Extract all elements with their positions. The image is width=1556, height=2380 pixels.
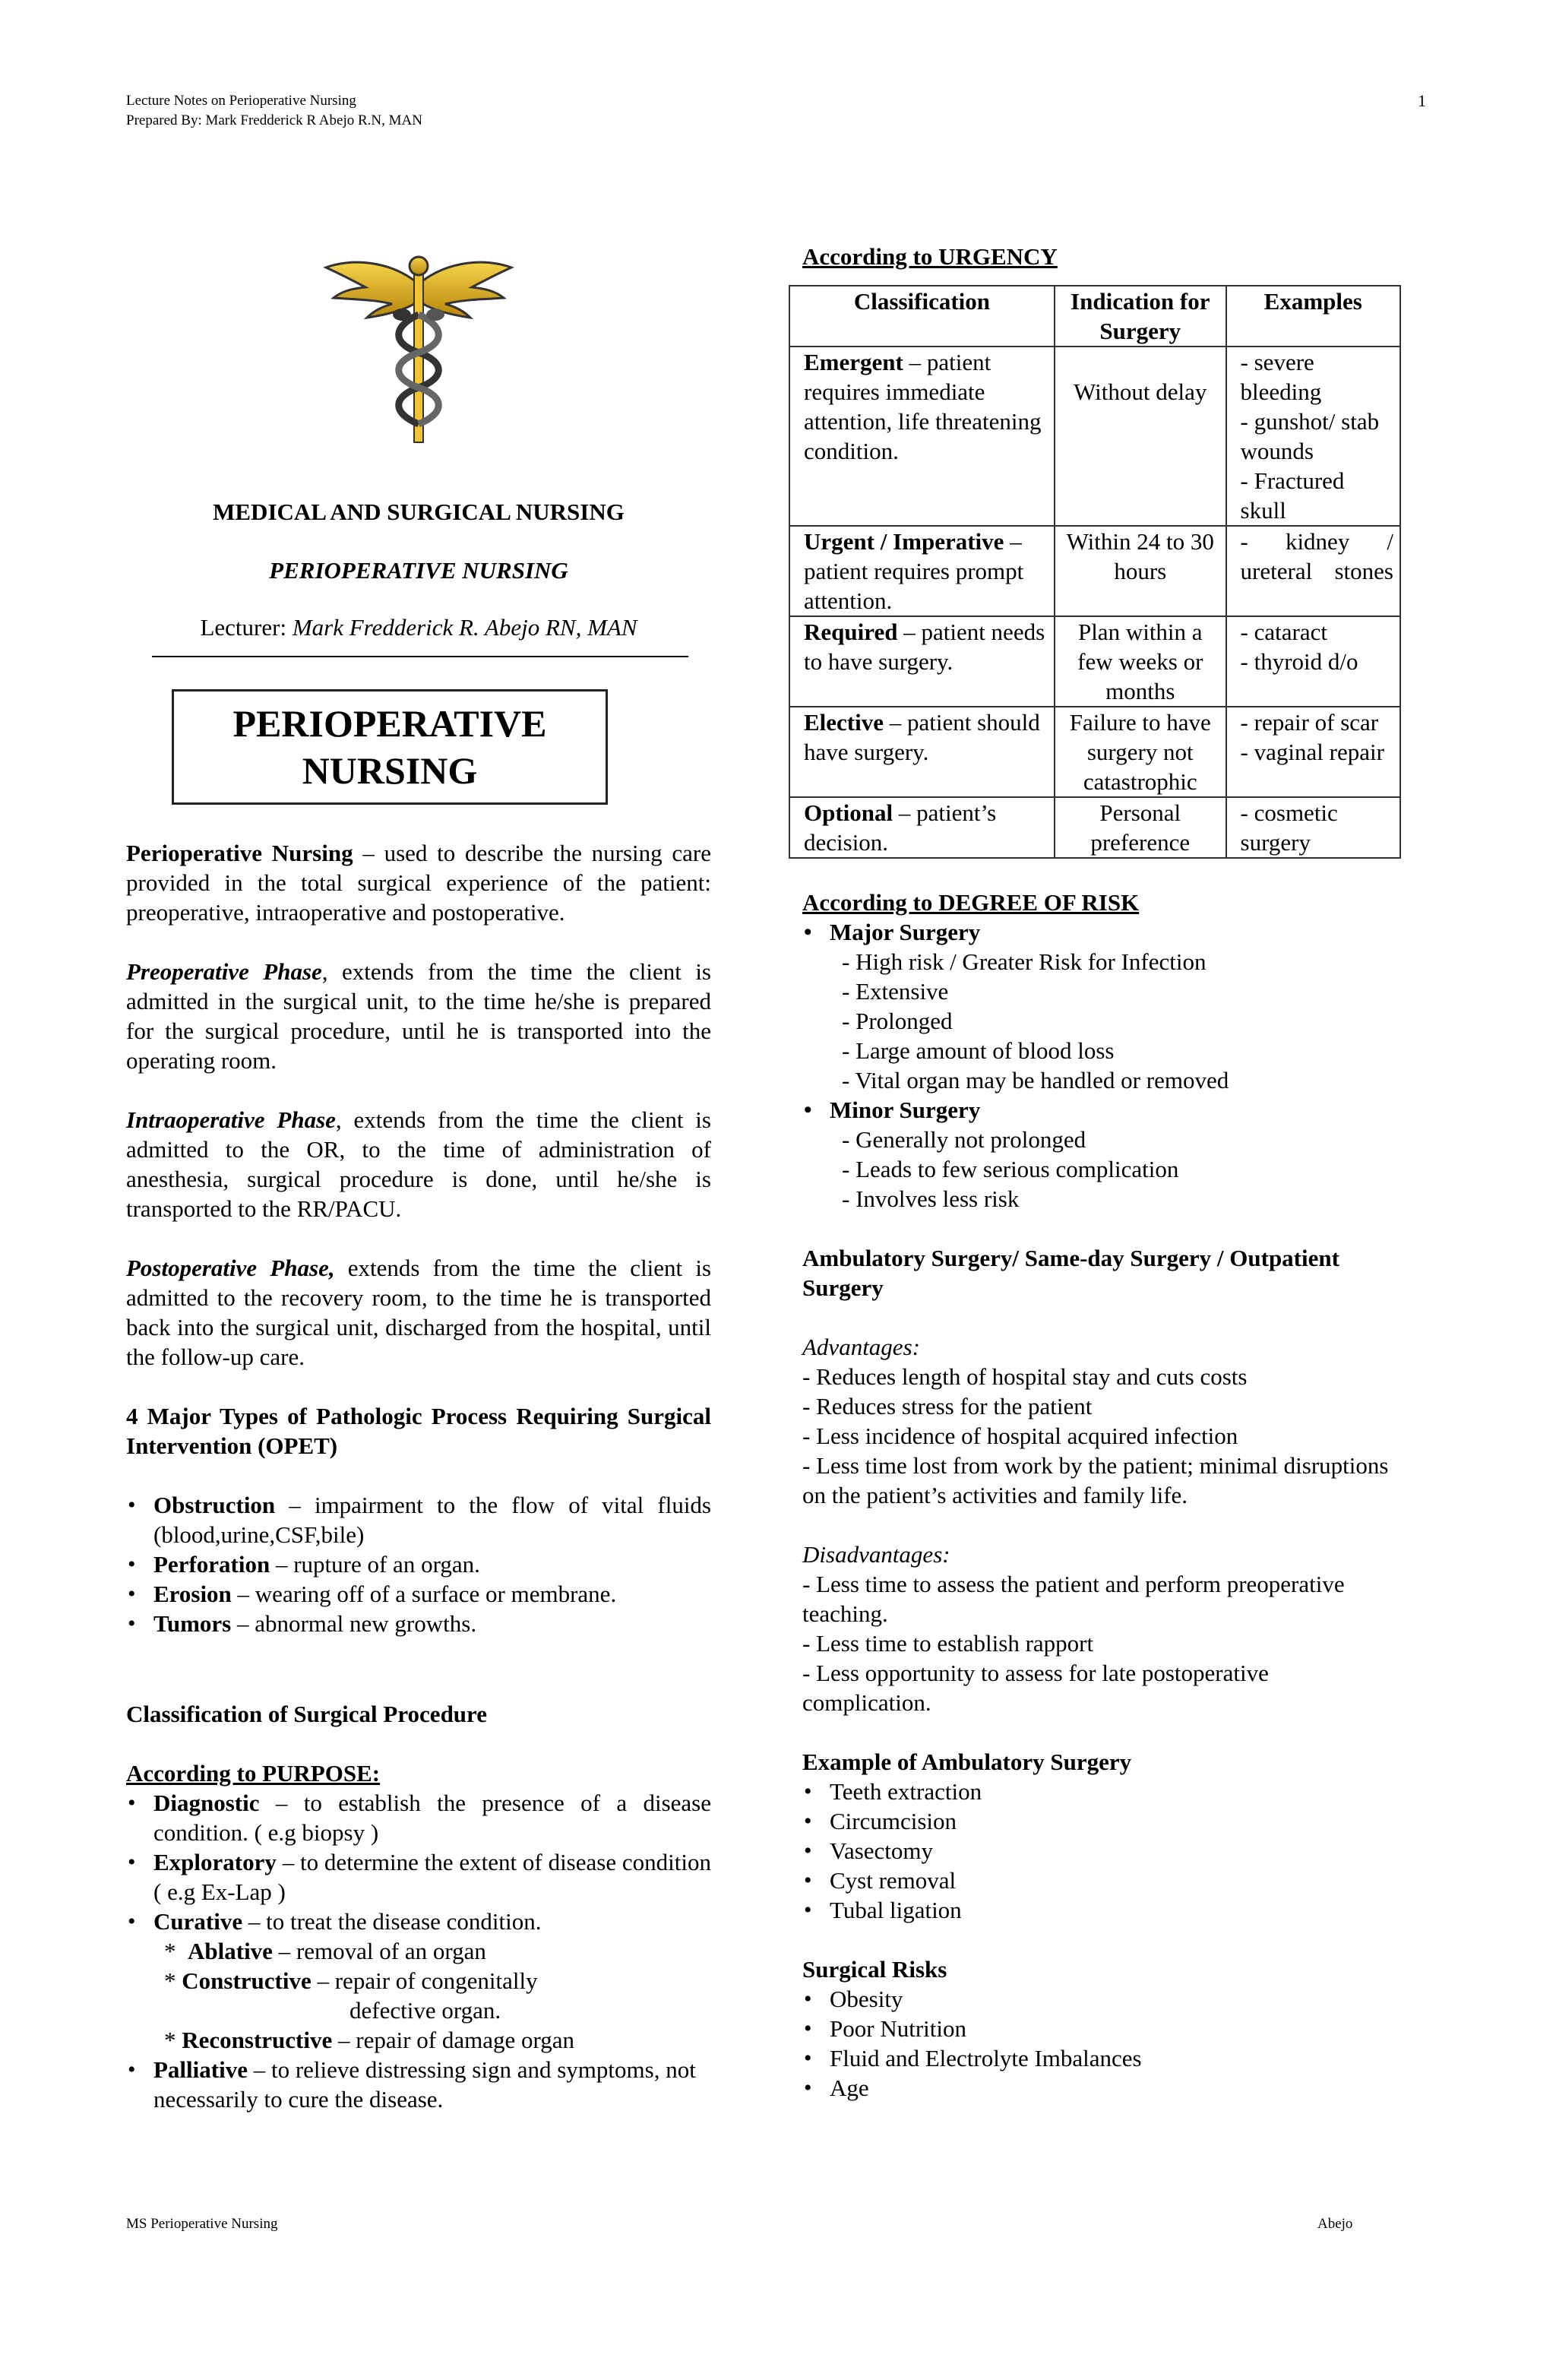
right-column — [802, 242, 1403, 2103]
page-number: 1 — [1418, 91, 1426, 110]
column-header: Indication for Surgery — [1055, 286, 1226, 347]
list-item: • Cyst removal — [802, 1866, 1403, 1895]
cell-desc: – patient requires prompt attention. — [804, 528, 1024, 614]
table-row — [789, 347, 1400, 526]
item-text: – to determine the extent of disease condition ( e.g Ex-Lap ) — [153, 1849, 711, 1905]
list-item — [126, 2055, 711, 2114]
urgency-heading: According to URGENCY — [802, 243, 1058, 270]
list-item — [126, 1847, 711, 1907]
item-text: – removal of an organ — [272, 1938, 486, 1964]
opet-list — [126, 1490, 711, 1638]
lecturer-line — [126, 612, 711, 642]
lecturer-label: Lecturer: — [200, 614, 293, 641]
table-row — [789, 526, 1400, 616]
classification-cell — [789, 347, 1055, 526]
item-text: – wearing off of a surface or membrane. — [231, 1581, 617, 1607]
example-heading: Example of Ambulatory Surgery — [802, 1749, 1132, 1775]
cell-text: Without delay — [1074, 378, 1207, 405]
advantages-label: Advantages: — [802, 1334, 920, 1360]
table-row — [789, 797, 1400, 858]
risk-heading: According to DEGREE OF RISK — [802, 889, 1140, 916]
list-item: - Vital organ may be handled or removed — [842, 1067, 1229, 1093]
phase-term: Preoperative Phase — [126, 958, 322, 985]
list-item: - Less incidence of hospital acquired infection — [802, 1423, 1238, 1449]
item-term: Exploratory — [153, 1849, 277, 1875]
list-item: - Large amount of blood loss — [842, 1037, 1115, 1064]
cell-desc: – patient should have surgery. — [804, 709, 1040, 765]
header-line-1: Lecture Notes on Perioperative Nursing — [126, 93, 356, 109]
cell-term: Elective — [804, 709, 884, 736]
cell-term: Required — [804, 619, 898, 645]
list-item: • Age — [802, 2073, 1403, 2103]
item-term: Reconstructive — [182, 2027, 333, 2053]
major-surgery-list — [802, 917, 1403, 947]
item-text: – rupture of an organ. — [270, 1551, 480, 1578]
lecturer-name: Mark Fredderick R. Abejo RN, MAN — [292, 614, 637, 641]
item-term: Diagnostic — [153, 1790, 260, 1816]
subtitle: PERIOPERATIVE NURSING — [269, 557, 568, 584]
list-item: • Teeth extraction — [802, 1777, 1403, 1806]
phase-text: extends from the time the client is admitted to the recovery room, to the time he is transported back into the surgical unit, discharged from the hospital, until the follow-up care. — [126, 1255, 711, 1370]
list-item: - Leads to few serious complication — [842, 1156, 1179, 1182]
title-line-2: NURSING — [302, 749, 478, 792]
examples-cell: - severe bleeding - gunshot/ stab wounds - Fractured skull — [1226, 347, 1400, 526]
purpose-heading: According to PURPOSE: — [126, 1760, 381, 1787]
list-item: - Reduces stress for the patient — [802, 1393, 1093, 1419]
column-header: Examples — [1226, 286, 1400, 347]
minor-surgery-label: • Minor Surgery — [802, 1095, 1403, 1125]
curative-subtypes — [126, 1936, 711, 2055]
ambulatory-heading: Ambulatory Surgery/ Same-day Surgery / Outpatient Surgery — [802, 1245, 1339, 1301]
list-item: - Extensive — [842, 978, 949, 1005]
table-header-row — [789, 286, 1400, 347]
list-item: - Less opportunity to assess for late postoperative complication. — [802, 1660, 1269, 1716]
list-item: • Fluid and Electrolyte Imbalances — [802, 2043, 1403, 2073]
item-term: Constructive — [182, 1967, 312, 1994]
item-text: – impairment to the flow of vital fluids (blood,urine,CSF,bile) — [153, 1492, 711, 1548]
indication-cell — [1055, 347, 1226, 526]
disadvantages-label: Disadvantages: — [802, 1541, 950, 1568]
examples-cell: - cataract - thyroid d/o — [1226, 616, 1400, 707]
major-surgery-items — [802, 947, 1403, 1095]
table-row — [789, 707, 1400, 797]
phase-text: , extends from the time the client is admitted to the OR, to the time of administration of anesthesia, surgical procedure is done, until he/she is transported to the RR/PACU. — [126, 1106, 711, 1222]
list-item — [126, 1579, 711, 1609]
indication-cell: Personal preference — [1055, 797, 1226, 858]
table-row — [789, 616, 1400, 707]
classification-cell — [789, 797, 1055, 858]
disadvantages-list — [802, 1569, 1403, 1717]
item-text: – repair of congenitally — [311, 1967, 538, 1994]
opet-heading: 4 Major Types of Pathologic Process Requiring Surgical Intervention (OPET) — [126, 1403, 711, 1459]
page-header — [126, 91, 422, 131]
list-item: - High risk / Greater Risk for Infection — [842, 948, 1207, 975]
item-term: Curative — [153, 1908, 243, 1935]
item-text: – to treat the disease condition. — [242, 1908, 542, 1935]
item-text: – repair of damage organ — [332, 2027, 575, 2053]
column-header: Classification — [789, 286, 1055, 347]
classification-heading: Classification of Surgical Procedure — [126, 1701, 488, 1727]
cell-term: Emergent — [804, 349, 903, 375]
definition-text: – used to describe the nursing care provided in the total surgical experience of the patient: preoperative, intraoperative and postoperative. — [126, 840, 712, 926]
phase-term: Postoperative Phase, — [126, 1255, 335, 1281]
item-prefix: * — [164, 2027, 182, 2053]
item-text: – to relieve distressing sign and symptoms, not necessarily to cure the disease. — [153, 2056, 696, 2113]
classification-cell — [789, 707, 1055, 797]
palliative-list — [126, 2055, 711, 2114]
cell-term: Optional — [804, 799, 893, 826]
phase-term: Intraoperative Phase — [126, 1106, 336, 1133]
ambulatory-examples-list — [802, 1777, 1403, 1925]
item-term: Tumors — [153, 1610, 232, 1637]
title-box — [172, 689, 608, 805]
examples-cell: - kidney / ureteral stones — [1226, 526, 1400, 616]
item-continuation: defective organ. — [349, 1997, 501, 2024]
list-item: • Circumcision — [802, 1806, 1403, 1836]
minor-surgery-list — [802, 1095, 1403, 1125]
indication-cell: Within 24 to 30 hours — [1055, 526, 1226, 616]
item-term: Palliative — [153, 2056, 248, 2083]
item-term: Obstruction — [153, 1492, 276, 1518]
caduceus-icon — [320, 245, 517, 450]
classification-cell — [789, 616, 1055, 707]
list-item: - Less time lost from work by the patient; minimal disruptions on the patient’s activities and family life. — [802, 1452, 1389, 1508]
list-item: - Less time to assess the patient and perform preoperative teaching. — [802, 1571, 1345, 1627]
list-item: - Reduces length of hospital stay and cuts costs — [802, 1363, 1248, 1390]
item-term: Perforation — [153, 1551, 270, 1578]
item-text: – to establish the presence of a disease condition. ( e.g biopsy ) — [153, 1790, 711, 1846]
list-item: • Tubal ligation — [802, 1895, 1403, 1925]
examples-cell: - repair of scar - vaginal repair — [1226, 707, 1400, 797]
phase-preoperative — [126, 957, 711, 1075]
item-term: Erosion — [153, 1581, 232, 1607]
item-prefix: * — [164, 1967, 182, 1994]
list-item: - Generally not prolonged — [842, 1126, 1086, 1153]
list-item: - Involves less risk — [842, 1185, 1020, 1212]
cell-desc: – patient needs to have surgery. — [804, 619, 1045, 675]
list-item — [126, 1609, 711, 1638]
list-item — [126, 1549, 711, 1579]
item-term: Ablative — [188, 1938, 273, 1964]
cell-desc: – patient requires immediate attention, life threatening condition. — [804, 349, 1042, 464]
course-title: MEDICAL AND SURGICAL NURSING — [213, 498, 625, 525]
list-item — [126, 1907, 711, 1936]
list-item — [126, 1490, 711, 1549]
cell-term: Urgent / Imperative — [804, 528, 1004, 555]
phase-postoperative — [126, 1253, 711, 1372]
examples-cell: - cosmetic surgery — [1226, 797, 1400, 858]
footer-right: Abejo — [1317, 2216, 1353, 2232]
list-item: • Obesity — [802, 1984, 1403, 2014]
definition-paragraph — [126, 838, 711, 927]
title-box-text — [232, 700, 546, 794]
indication-cell: Failure to have surgery not catastrophic — [1055, 707, 1226, 797]
cell-desc: – patient’s decision. — [804, 799, 997, 856]
list-item: - Less time to establish rapport — [802, 1630, 1094, 1657]
list-item: - Prolonged — [842, 1008, 953, 1034]
list-item — [164, 1936, 711, 1966]
indication-cell: Plan within a few weeks or months — [1055, 616, 1226, 707]
list-item — [126, 1788, 711, 1847]
header-line-2: Prepared By: Mark Fredderick R Abejo R.N, MAN — [126, 112, 422, 128]
list-item — [164, 2025, 711, 2055]
major-surgery-label: • Major Surgery — [802, 917, 1403, 947]
list-item — [164, 1966, 711, 1995]
minor-surgery-items — [802, 1125, 1403, 1214]
phase-intraoperative — [126, 1105, 711, 1223]
surgical-risks-list — [802, 1984, 1403, 2103]
classification-cell — [789, 526, 1055, 616]
definition-term: Perioperative Nursing — [126, 840, 353, 866]
urgency-table — [789, 285, 1401, 859]
list-item: • Poor Nutrition — [802, 2014, 1403, 2043]
risks-heading: Surgical Risks — [802, 1956, 947, 1983]
footer-left: MS Perioperative Nursing — [126, 2216, 278, 2232]
item-prefix: * — [164, 1938, 188, 1964]
advantages-list — [802, 1362, 1403, 1510]
phase-text: , extends from the time the client is admitted in the surgical unit, to the time he/she is prepared for the surgical procedure, until he is transported into the operating room. — [126, 958, 711, 1074]
item-text: – abnormal new growths. — [231, 1610, 477, 1637]
purpose-list — [126, 1788, 711, 1936]
title-line-1: PERIOPERATIVE — [232, 702, 547, 745]
list-item: • Vasectomy — [802, 1836, 1403, 1866]
left-column — [126, 245, 711, 2114]
